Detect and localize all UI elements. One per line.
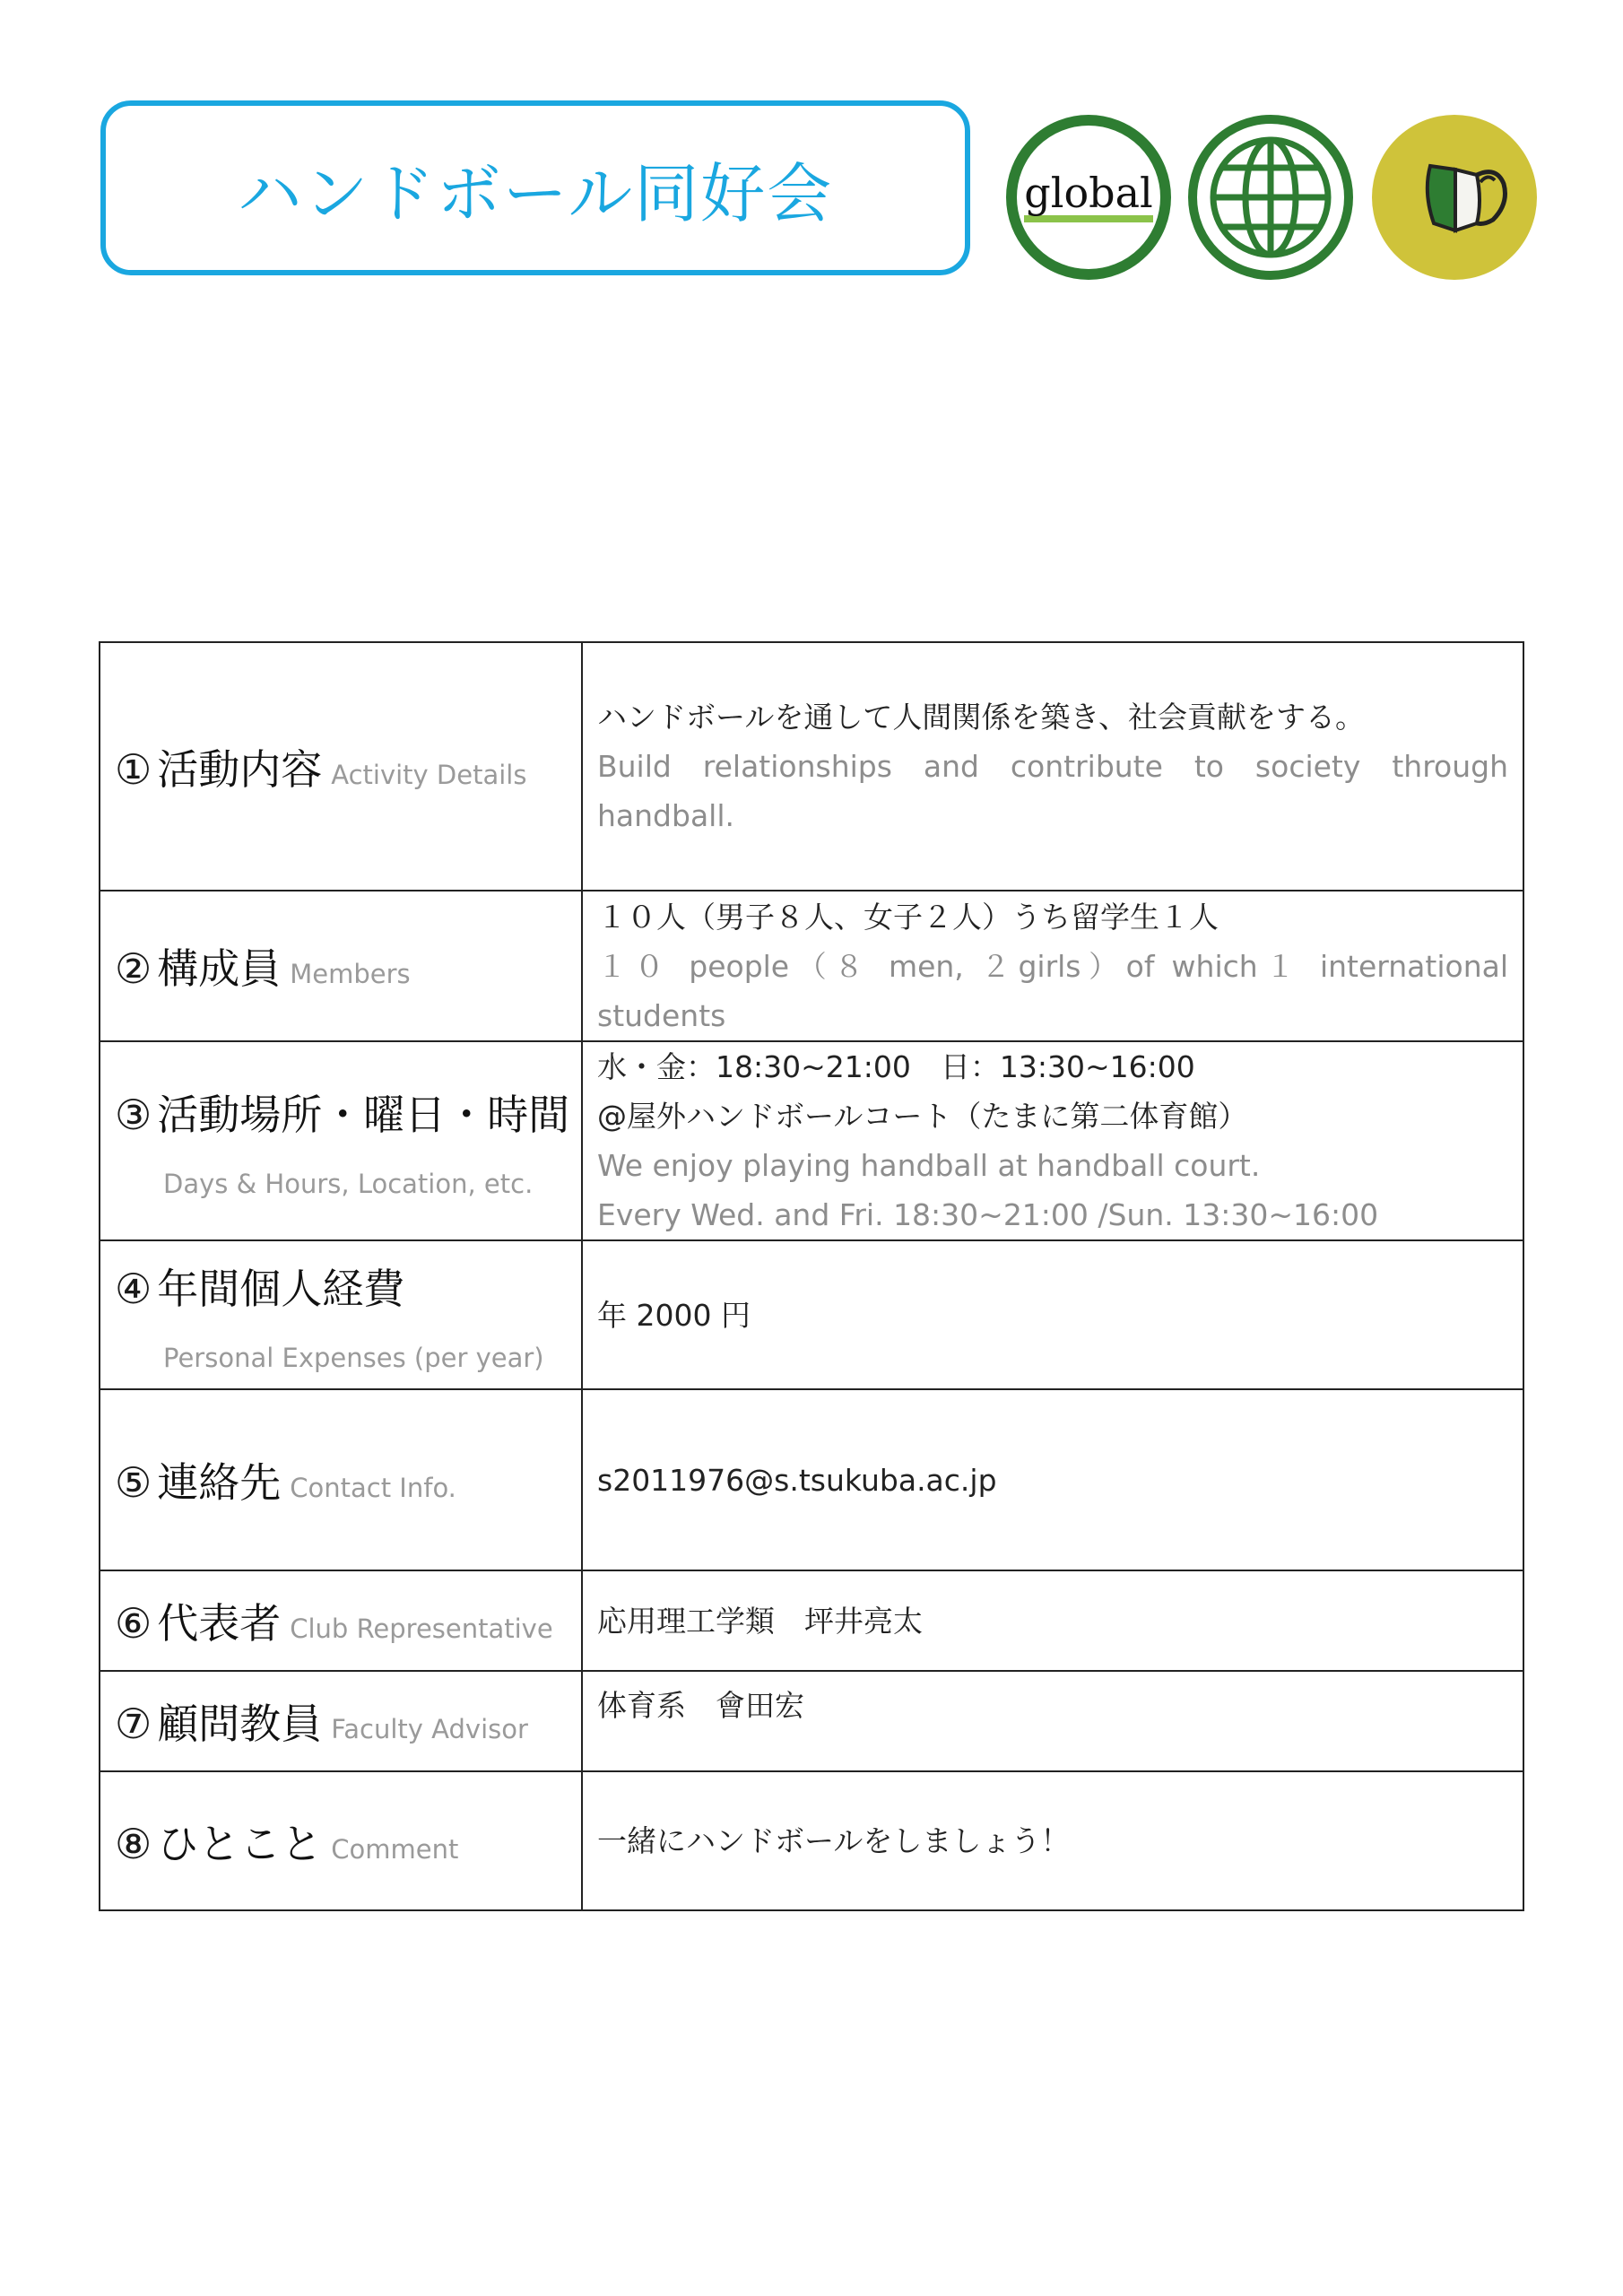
label-jp: 代表者 — [157, 1599, 282, 1648]
club-info-table — [99, 641, 1524, 1911]
row-value-comment — [582, 1771, 1523, 1910]
value-text: 体育系 會田宏 — [597, 1688, 804, 1723]
row-number: ⑦ — [115, 1700, 152, 1748]
row-label-expenses — [100, 1240, 582, 1389]
label-en: Members — [290, 959, 411, 989]
row-number: ③ — [115, 1091, 152, 1139]
value-text: 一緒にハンドボールをしましょう！ — [597, 1823, 1071, 1858]
label-en: Contact Info. — [290, 1473, 456, 1503]
value-en: Build relationships and contribute to society through handball. — [597, 749, 1508, 833]
table-row — [100, 891, 1523, 1041]
table-row — [100, 1570, 1523, 1671]
table-row — [100, 1389, 1523, 1570]
label-jp: 年間個人経費 — [157, 1265, 405, 1313]
row-label-activity — [100, 642, 582, 891]
global-badge — [1006, 115, 1171, 280]
contact-email: s2011976@s.tsukuba.ac.jp — [597, 1462, 997, 1498]
row-value-expenses — [582, 1240, 1523, 1389]
value-jp: １０人（男子８人、女子２人）うち留学生１人 — [597, 899, 1219, 935]
row-label-contact — [100, 1389, 582, 1570]
row-value-advisor — [582, 1671, 1523, 1771]
row-number: ⑥ — [115, 1599, 152, 1648]
globe-icon — [1203, 130, 1338, 265]
table-row — [100, 1771, 1523, 1910]
club-title: ハンドボール同好会 — [237, 155, 834, 231]
row-label-representative — [100, 1570, 582, 1671]
row-label-members — [100, 891, 582, 1041]
value-en: １０ people（８ men, ２girls）of which１ international students — [597, 948, 1508, 1033]
value-en-line: Every Wed. and Fri. 18:30~21:00 /Sun. 13:30~16:00 — [597, 1197, 1379, 1232]
label-jp: 活動場所・曜日・時間 — [157, 1091, 570, 1139]
value-line: 水・金：18:30~21:00 日：13:30~16:00 — [597, 1049, 1195, 1084]
label-jp: 顧問教員 — [157, 1700, 323, 1748]
label-en: Personal Expenses (per year) — [163, 1343, 544, 1373]
label-jp: 連絡先 — [157, 1458, 282, 1507]
row-number: ⑧ — [115, 1819, 152, 1868]
row-label-comment — [100, 1771, 582, 1910]
value-en-line: We enjoy playing handball at handball court. — [597, 1148, 1261, 1183]
globe-badge — [1188, 115, 1353, 280]
label-jp: ひとこと — [157, 1819, 323, 1868]
table-row — [100, 1240, 1523, 1389]
row-number: ④ — [115, 1265, 152, 1313]
value-jp: ハンドボールを通して人間関係を築き、社会貢献をする。 — [597, 700, 1366, 735]
row-value-activity — [582, 642, 1523, 891]
label-en: Club Representative — [290, 1613, 553, 1644]
label-jp: 構成員 — [157, 944, 282, 993]
beginner-muscle-icon — [1387, 130, 1522, 265]
row-value-schedule — [582, 1041, 1523, 1240]
table-row — [100, 642, 1523, 891]
value-line: @屋外ハンドボールコート（たまに第二体育館） — [597, 1099, 1248, 1134]
table-row — [100, 1671, 1523, 1771]
label-en: Activity Details — [331, 759, 527, 790]
beginner-badge — [1372, 115, 1537, 280]
row-label-advisor — [100, 1671, 582, 1771]
row-label-schedule — [100, 1041, 582, 1240]
row-value-contact — [582, 1389, 1523, 1570]
row-number: ⑤ — [115, 1458, 152, 1507]
value-text: 応用理工学類 坪井亮太 — [597, 1603, 923, 1639]
label-en: Faculty Advisor — [331, 1714, 528, 1744]
value-text: 年 2000 円 — [597, 1297, 751, 1333]
global-badge-text: global — [1024, 172, 1152, 222]
label-jp: 活動内容 — [157, 744, 323, 794]
row-value-members — [582, 891, 1523, 1041]
label-en: Comment — [331, 1833, 459, 1865]
row-number: ② — [115, 944, 152, 993]
row-value-representative — [582, 1570, 1523, 1671]
table-row — [100, 1041, 1523, 1240]
club-title-box — [100, 100, 970, 275]
row-number: ① — [115, 744, 152, 794]
label-en: Days & Hours, Location, etc. — [163, 1169, 534, 1199]
